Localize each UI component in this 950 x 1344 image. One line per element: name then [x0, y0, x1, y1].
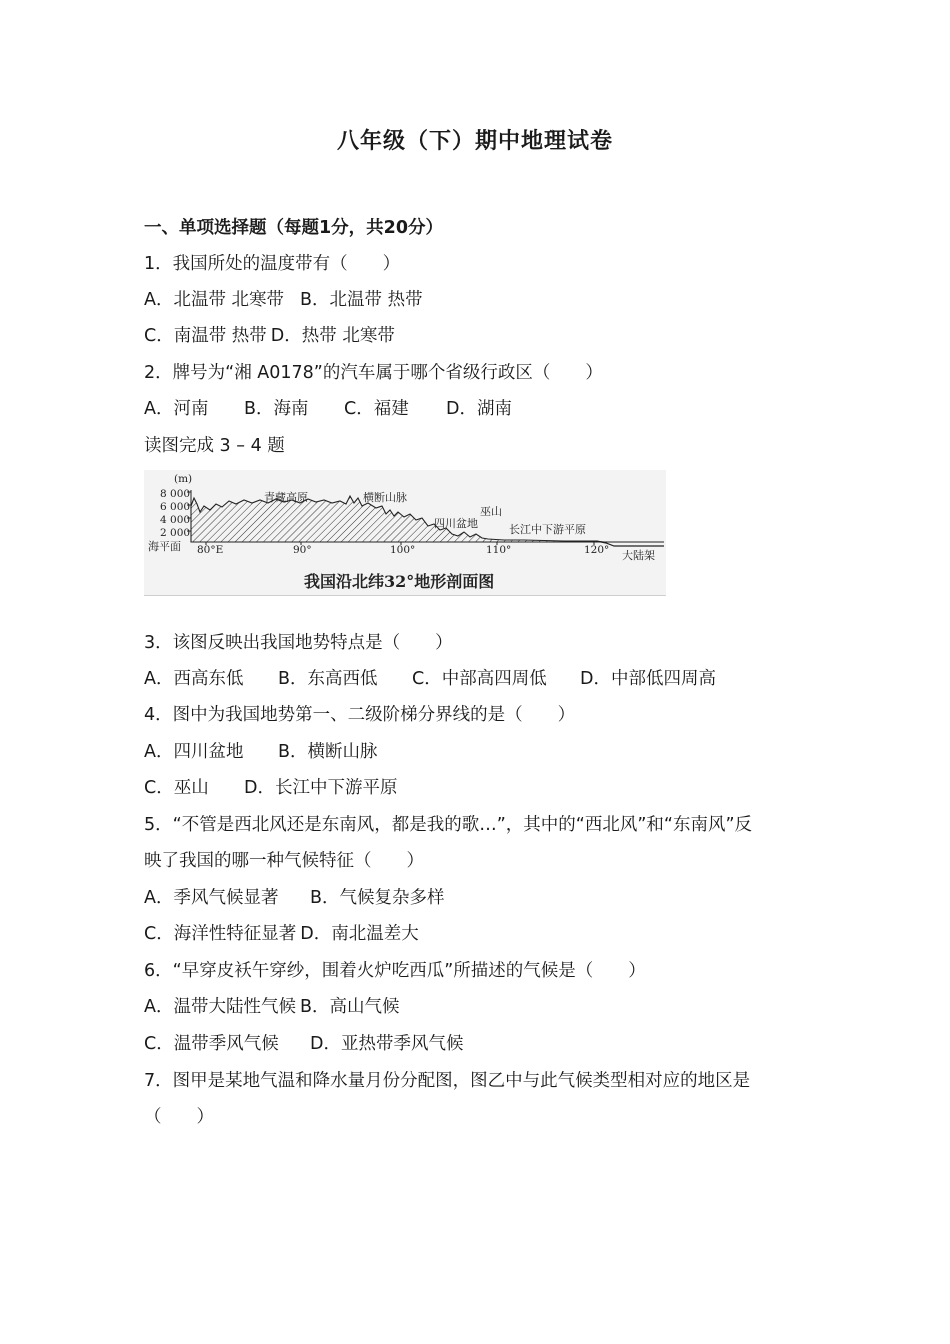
section-heading: 一、单项选择题（每题1分，共20分）	[144, 218, 444, 238]
question-7-stem-line-1: 7．图甲是某地气温和降水量月份分配图，图乙中与此气候类型相对应的地区是	[144, 1071, 751, 1091]
q6-option-c[interactable]: C．温带季风气候	[144, 1034, 279, 1054]
label-qinghai-tibet-plateau: 青藏高原	[264, 491, 308, 504]
q1-option-d[interactable]: D．热带 北寒带	[270, 326, 395, 346]
question-6-options-row-1	[144, 995, 400, 1019]
question-5-stem-line-2: 映了我国的哪一种气候特征（ ）	[144, 851, 424, 871]
q2-option-b[interactable]: B．海南	[244, 399, 309, 419]
question-1-options-row-1	[144, 288, 423, 312]
x-tick-100: 100°	[390, 544, 416, 556]
q1-option-b[interactable]: B．北温带 热带	[300, 290, 423, 310]
y-tick-8000: 8 000	[160, 488, 191, 500]
question-4-stem: 4．图中为我国地势第一、二级阶梯分界线的是（ ）	[144, 705, 576, 725]
question-4-options-row-1	[144, 740, 378, 764]
q3-option-a[interactable]: A．西高东低	[144, 669, 244, 689]
q4-option-a[interactable]: A．四川盆地	[144, 742, 244, 762]
terrain-profile-figure	[144, 470, 666, 596]
q1-option-c[interactable]: C．南温带 热带	[144, 326, 267, 346]
page-title: 八年级（下）期中地理试卷	[336, 129, 613, 154]
q4-option-d[interactable]: D．长江中下游平原	[244, 778, 398, 798]
q6-option-a[interactable]: A．温带大陆性气候	[144, 997, 296, 1017]
label-wushan: 巫山	[480, 505, 502, 518]
question-3-options	[144, 667, 716, 691]
question-2-options	[144, 397, 512, 421]
y-tick-2000: 2 000	[160, 527, 191, 539]
q5-option-b[interactable]: B．气候复杂多样	[310, 888, 445, 908]
q5-option-c[interactable]: C．海洋性特征显著	[144, 924, 297, 944]
q5-option-d[interactable]: D．南北温差大	[300, 924, 419, 944]
y-tick-4000: 4 000	[160, 514, 191, 526]
label-continental-shelf: 大陆架	[622, 549, 655, 562]
sea-level-label: 海平面	[148, 540, 181, 553]
x-tick-80e: 80°E	[197, 544, 224, 556]
question-5-options-row-2	[144, 922, 419, 946]
question-4-options-row-2	[144, 776, 397, 800]
question-6-options-row-2	[144, 1032, 463, 1056]
y-tick-6000: 6 000	[160, 501, 191, 513]
question-1-options-row-2	[144, 324, 395, 348]
y-unit-label: (m)	[174, 473, 193, 485]
question-7-stem-line-2: （ ）	[144, 1107, 214, 1127]
q2-option-d[interactable]: D．湖南	[446, 399, 512, 419]
q2-option-c[interactable]: C．福建	[344, 399, 409, 419]
question-6-stem: 6．“早穿皮袄午穿纱，围着火炉吃西瓜”所描述的气候是（ ）	[144, 961, 646, 981]
q6-option-d[interactable]: D．亚热带季风气候	[310, 1034, 464, 1054]
q2-option-a[interactable]: A．河南	[144, 399, 209, 419]
figure-caption: 我国沿北纬32°地形剖面图	[304, 572, 495, 591]
q4-option-b[interactable]: B．横断山脉	[278, 742, 378, 762]
label-sichuan-basin: 四川盆地	[434, 517, 478, 530]
q3-option-b[interactable]: B．东高西低	[278, 669, 378, 689]
q1-option-a[interactable]: A．北温带 北寒带	[144, 290, 285, 310]
label-hengduan-mountains: 横断山脉	[363, 491, 407, 504]
question-3-stem: 3．该图反映出我国地势特点是（ ）	[144, 633, 453, 653]
q6-option-b[interactable]: B．高山气候	[299, 997, 400, 1017]
x-tick-90: 90°	[293, 544, 312, 556]
label-yangtze-plain: 长江中下游平原	[509, 523, 586, 536]
question-5-stem-line-1: 5．“不管是西北风还是东南风，都是我的歌…”，其中的“西北风”和“东南风”反	[144, 815, 753, 835]
question-5-options-row-1	[144, 886, 445, 910]
question-2-stem: 2．牌号为“湘 A0178”的汽车属于哪个省级行政区（ ）	[144, 363, 603, 383]
figure-divider	[144, 595, 666, 596]
q4-option-c[interactable]: C．巫山	[144, 778, 209, 798]
q3-option-c[interactable]: C．中部高四周低	[412, 669, 547, 689]
question-1-stem: 1．我国所处的温度带有（ ）	[144, 254, 401, 274]
q5-option-a[interactable]: A．季风气候显著	[144, 888, 279, 908]
read-figure-prompt: 读图完成 3 – 4 题	[144, 436, 285, 456]
x-tick-110: 110°	[486, 544, 512, 556]
x-tick-120: 120°	[584, 544, 610, 556]
q3-option-d[interactable]: D．中部低四周高	[580, 669, 716, 689]
